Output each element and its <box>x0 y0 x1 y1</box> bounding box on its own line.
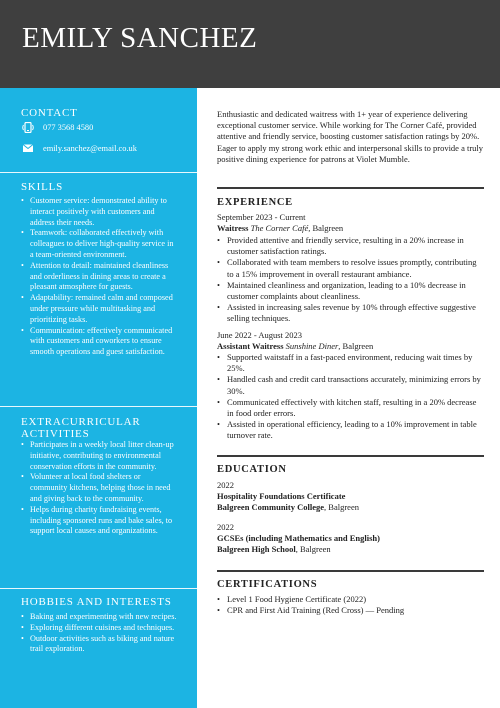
list-item: • Provided attentive and friendly service, resulting in a 20% increase in customer satisfaction ratings. <box>217 235 485 257</box>
phone-icon <box>21 122 35 133</box>
email-row <box>21 143 137 154</box>
sidebar <box>0 88 197 708</box>
divider <box>217 187 484 189</box>
job-bullets <box>217 352 485 442</box>
hobbies-list <box>21 612 179 655</box>
education-school-line: Balgreen High School, Balgreen <box>217 544 331 554</box>
job-employer: Sunshine Diner <box>285 341 339 351</box>
list-item: • Participates in a weekly local litter clean-up initiative, contributing to environmental conservation efforts in the community. <box>21 440 179 472</box>
list-item: • Assisted in increasing sales revenue by 10% through effective suggestive selling techniques. <box>217 302 485 324</box>
list-item: • Supported waitstaff in a fast-paced environment, reducing wait times by 25%. <box>217 352 485 374</box>
job-title-line <box>217 223 485 234</box>
job-title: Waitress <box>217 223 249 233</box>
job-employer: The Corner Café <box>250 223 309 233</box>
list-item: • Attention to detail: maintained cleanliness and orderliness in dining areas to create a pleasant atmosphere for guests. <box>21 261 179 293</box>
phone-number: 077 3568 4580 <box>43 123 94 132</box>
list-item: • Exploring different cuisines and techniques. <box>21 623 179 634</box>
hobbies-heading: HOBBIES AND INTERESTS <box>21 596 172 608</box>
list-item: • CPR and First Aid Training (Red Cross) — Pending <box>217 605 485 616</box>
list-item: • Level 1 Food Hygiene Certificate (2022) <box>217 594 485 605</box>
extracurricular-heading: EXTRACURRICULAR ACTIVITIES <box>21 416 141 440</box>
list-item: • Adaptability: remained calm and composed under pressure while multitasking and prioritizing tasks. <box>21 293 179 325</box>
divider <box>217 455 484 457</box>
certifications-heading: CERTIFICATIONS <box>217 579 318 590</box>
list-item: • Communicated effectively with kitchen staff, resulting in a 20% decrease in food order errors. <box>217 397 485 419</box>
extracurricular-list <box>21 440 179 537</box>
list-item: • Handled cash and credit card transactions accurately, minimizing errors by 30%. <box>217 374 485 396</box>
certifications-list <box>217 594 485 616</box>
divider <box>0 406 197 407</box>
job-dates: June 2022 - August 2023 <box>217 330 302 340</box>
education-school: Balgreen High School <box>217 544 296 554</box>
job-location: , Balgreen <box>338 341 374 351</box>
list-item: • Maintained cleanliness and organization, leading to a 10% decrease in customer complaints about cleanliness. <box>217 280 485 302</box>
list-item: • Collaborated with team members to resolve issues promptly, contributing to a 15% improvement in overall restaurant ambiance. <box>217 257 485 279</box>
education-school: Balgreen Community College <box>217 502 325 512</box>
experience-heading: EXPERIENCE <box>217 197 293 208</box>
skills-heading: SKILLS <box>21 181 64 193</box>
job-location: , Balgreen <box>308 223 344 233</box>
list-item: • Customer service: demonstrated ability to interact positively with customers and address their needs. <box>21 196 179 228</box>
education-qualification: Hospitality Foundations Certificate <box>217 491 346 501</box>
list-item: • Assisted in operational efficiency, leading to a 10% improvement in table turnover rate. <box>217 419 485 441</box>
education-year: 2022 <box>217 480 234 490</box>
list-item: • Teamwork: collaborated effectively with colleagues to deliver high-quality service in a team-oriented environment. <box>21 228 179 260</box>
job-title: Assistant Waitress <box>217 341 284 351</box>
skills-list <box>21 196 179 358</box>
education-heading: EDUCATION <box>217 464 287 475</box>
contact-heading: CONTACT <box>21 107 78 119</box>
professional-summary: Enthusiastic and dedicated waitress with 1+ year of experience delivering exceptional customer service. While working for The Corner Café, provided attentive and friendly service, boosting customer satisfaction ratings by 20%. Eager to apply my strong work ethic and interpersonal skills to provide a truly positive dining experience for patrons at Violet Mumble. <box>217 109 484 164</box>
divider <box>0 588 197 589</box>
education-qualification: GCSEs (including Mathematics and English) <box>217 533 380 543</box>
education-year: 2022 <box>217 522 234 532</box>
divider <box>217 570 484 572</box>
job-dates: September 2023 - Current <box>217 212 306 222</box>
list-item: • Baking and experimenting with new recipes. <box>21 612 179 623</box>
phone-row <box>21 122 93 133</box>
divider <box>0 172 197 173</box>
job-title-line <box>217 341 485 352</box>
candidate-name: EMILY SANCHEZ <box>22 22 258 54</box>
envelope-icon <box>21 143 35 154</box>
list-item: • Outdoor activities such as biking and nature trail exploration. <box>21 634 179 656</box>
education-school-line: Balgreen Community College, Balgreen <box>217 502 359 512</box>
list-item: • Helps during charity fundraising events, including sponsored runs and bake sales, to support local causes and organizations. <box>21 505 179 537</box>
email-address[interactable]: emily.sanchez@email.co.uk <box>43 144 137 153</box>
list-item: • Volunteer at local food shelters or community kitchens, helping those in need and giving back to the community. <box>21 472 179 504</box>
job-bullets <box>217 235 485 325</box>
list-item: • Communication: effectively communicated with customers and coworkers to ensure smooth operations and guest satisfaction. <box>21 326 179 358</box>
resume-header <box>0 0 500 88</box>
